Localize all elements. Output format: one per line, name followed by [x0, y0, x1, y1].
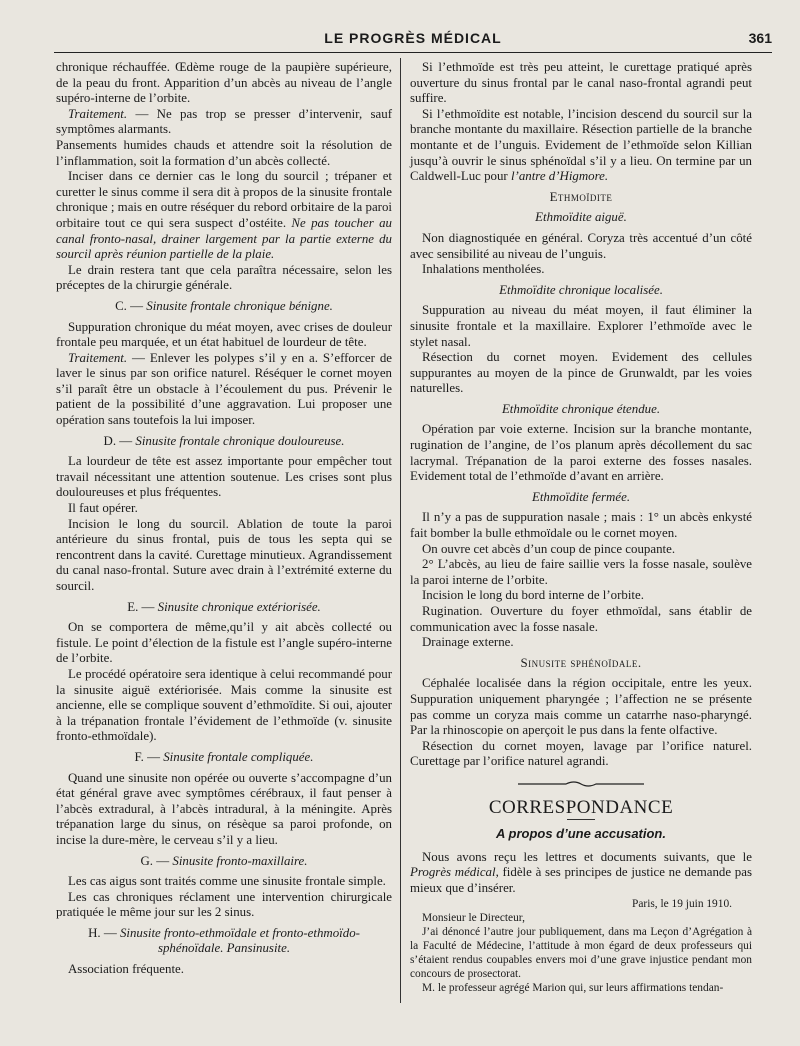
- paragraph: Pansements humides chauds et attendre soit la résolution de l’inflammation, soit la formation d’un abcès collecté.: [56, 137, 392, 168]
- page-number: 361: [748, 30, 772, 46]
- paragraph: On se comportera de même,qu’il y ait abcès collecté ou fistule. Le point d’élection de la fistule est l’angle supéro-interne de l’orbite.: [56, 620, 392, 666]
- paragraph: Les cas aigus sont traités comme une sinusite frontale simple.: [68, 874, 386, 889]
- section-heading-d: D. — Sinusite frontale chronique douloureuse.: [103, 433, 345, 448]
- letter-paragraph: M. le professeur agrégé Marion qui, sur leurs affirmations tendan-: [422, 981, 724, 994]
- correspondance-heading: CORRESPONDANCE: [488, 796, 674, 818]
- paragraph: Traitement. — Ne pas trop se presser d’intervenir, sauf symptômes alarmants.: [56, 106, 392, 137]
- right-column: [410, 60, 752, 995]
- paragraph: Suppuration chronique du méat moyen, avec crises de douleur frontale peu marquée, et un état habituel de lourdeur de tête.: [56, 319, 392, 350]
- short-rule: [567, 819, 595, 820]
- emphasis: l’antre d’Higmore.: [510, 169, 609, 184]
- section-heading-sphenoidale: Sinusite sphénoïdale.: [520, 655, 642, 670]
- journal-title: LE PROGRÈS MÉDICAL: [324, 30, 502, 46]
- paragraph: Il faut opérer.: [68, 501, 138, 516]
- paragraph: On ouvre cet abcès d’un coup de pince coupante.: [422, 541, 676, 556]
- paragraph: Non diagnostiquée en général. Coryza très accentué d’un côté avec sensibilité au niveau de l’unguis.: [410, 230, 752, 261]
- column-divider: [400, 58, 401, 1003]
- paragraph: Nous avons reçu les lettres et documents suivants, que le Progrès médical, fidèle à ses principes de justice ne demande pas mieux que d’insérer.: [410, 849, 752, 895]
- paragraph: Rugination. Ouverture du foyer ethmoïdal, sans établir de communication avec la fosse nasale.: [410, 604, 752, 634]
- paragraph: Inhalations mentholées.: [422, 262, 545, 277]
- paragraph: Résection du cornet moyen, lavage par l’orifice naturel. Curettage par l’orifice naturel agrandi.: [410, 738, 752, 769]
- paragraph: Association fréquente.: [68, 962, 184, 977]
- paragraph: chronique réchauffée. Œdème rouge de la paupière supérieure, de la peau du front. Apparition d’un abcès au niveau de l’angle supéro-interne de l’orbite.: [56, 60, 392, 106]
- letter-salutation: Monsieur le Directeur,: [422, 911, 525, 924]
- section-heading-c: C. — Sinusite frontale chronique bénigne.: [115, 298, 333, 313]
- paragraph: Incision le long du bord interne de l’orbite.: [422, 588, 644, 603]
- letter-date: Paris, le 19 juin 1910.: [632, 897, 732, 910]
- paragraph: Inciser dans ce dernier cas le long du sourcil ; trépaner et curetter le sinus comme il sera dit à propos de la sinusite frontale chronique ; mais en outre réséquer du rebord orbitaire de la paroi orbitaire tout ce qui sera suspect d’ostéite. Ne pas toucher au canal fronto-nasal, drainer largement par la partie externe du sourcil après réunion partielle de la plaie.: [56, 169, 392, 262]
- paragraph: Incision le long du sourcil. Ablation de toute la paroi antérieure du sinus frontal, puis de tous les septa qui se rencontrent dans la cavité. Curettage minutieux. Agrandissement du canal naso-frontal. Suture avec drain à l’extrémité externe du sourcil.: [56, 516, 392, 593]
- paragraph: Les cas chroniques réclament une intervention chirurgicale pratiquée le même jour sur les 2 sinus.: [56, 889, 392, 920]
- subheading-aigue: Ethmoïdite aiguë.: [535, 210, 627, 225]
- paragraph: Le procédé opératoire sera identique à celui recommandé pour la sinusite aiguë extériorisée. Mais comme la sinusite est ancienne, elle se complique souvent d’ethmoïdite. Si oui, ajouter à la trépanation frontale l’évidement de l’ethmoïde (v. sinusite fronto-ethmoïdale).: [56, 666, 392, 744]
- emphasis: Ne pas toucher au canal fronto-nasal, drainer largement par la partie externe du sourcil après réunion partielle de la plaie.: [56, 215, 392, 262]
- paragraph: Si l’ethmoïdite est notable, l’incision descend du sourcil sur la branche montante du maxillaire. Résection partielle de la branche montante et de l’unguis. Evidement de l’ethmoïde selon Killian jusqu’à ouvrir le sinus sphénoïdal s’il y a lieu. On termine par un Caldwell-Luc pour l’antre d’Higmore.: [410, 106, 752, 184]
- section-heading-h: H. — Sinusite fronto-ethmoïdale et fronto-ethmoïdo-sphénoïdale. Pansinusite.: [88, 925, 360, 956]
- paragraph: Céphalée localisée dans la région occipitale, entre les yeux. Suppuration uniquement pharyngée ; l’affection ne se présente pas comme un coryza mais comme un catarrhe naso-pharyngé. Par la rhinoscopie on aperçoit le pus dans la fente olfactive.: [410, 676, 752, 738]
- section-heading-e: E. — Sinusite chronique extériorisée.: [127, 599, 321, 614]
- subheading-fermee: Ethmoïdite fermée.: [531, 489, 631, 504]
- section-heading-f: F. — Sinusite frontale compliquée.: [134, 749, 314, 764]
- paragraph: Résection du cornet moyen. Evidement des cellules suppurantes au moyen de la pince de Grunwaldt, par les voies naturelles.: [410, 350, 752, 396]
- paragraph: Il n’y a pas de suppuration nasale ; mais : 1° un abcès enkysté fait bomber la bulle ethmoïdale ou le cornet moyen.: [410, 510, 752, 541]
- section-heading-g: G. — Sinusite fronto-maxillaire.: [140, 853, 308, 868]
- paragraph: 2° L’abcès, au lieu de faire saillie vers la fosse nasale, soulève la paroi interne de l’orbite.: [410, 557, 752, 587]
- paragraph: Suppuration au niveau du méat moyen, il faut éliminer la sinusite frontale et la maxillaire. Explorer l’ethmoïde avec le stylet nasal.: [410, 303, 752, 349]
- paragraph: Opération par voie externe. Incision sur la branche montante, rugination de l’angine, de l’os planum après décollement du sac lacrymal. Trépanation de la paroi externe des fosses nasales. Evidement total de l’ethmoïde d’avant en arrière.: [410, 422, 752, 484]
- paragraph: Drainage externe.: [422, 635, 514, 650]
- paragraph: Quand une sinusite non opérée ou ouverte s’accompagne d’un état général grave avec symptômes cérébraux, il faut penser à l’abcès extradural, à l’abcès intradural, à la méningite. Après trépanation large du sinus, on résèque sa paroi profonde, on incise la dure-mère, le cerveau s’il y a lieu.: [56, 770, 392, 847]
- paragraph: La lourdeur de tête est assez importante pour empêcher tout travail nécessitant une attention soutenue. Les crises sont plus douloureuses et plus fréquentes.: [56, 454, 392, 500]
- ornament-line-icon: [516, 779, 646, 789]
- section-heading-ethmoidite: Ethmoïdite: [549, 189, 613, 204]
- paragraph: Le drain restera tant que cela paraîtra nécessaire, selon les préceptes de la chirurgie générale.: [56, 262, 392, 293]
- treatment-label: Traitement.: [68, 350, 128, 365]
- letter-paragraph: J’ai dénoncé l’autre jour publiquement, dans ma Leçon d’Agrégation à la Faculté de Médecine, l’attitude à mon égard de deux professeurs qui s’étaient rendus coupables envers moi d’une grave injustice pendant mon concours de prosectorat.: [410, 925, 752, 980]
- paragraph: Traitement. — Enlever les polypes s’il y en a. S’efforcer de laver le sinus par son orifice naturel. Réséquer le cornet moyen s’il paraît être un obstacle à l’écoulement du pus. Prévenir le patient de la possibilité d’une aggravation. Lui proposer une opération sans toutefois la lui imposer.: [56, 350, 392, 428]
- subheading-localisee: Ethmoïdite chronique localisée.: [499, 282, 663, 297]
- subheading-etendue: Ethmoïdite chronique étendue.: [501, 401, 661, 416]
- ornamental-divider: [410, 778, 752, 794]
- article-title: A propos d’une accusation.: [496, 826, 666, 842]
- page-header: [54, 30, 772, 52]
- header-rule: [54, 52, 772, 53]
- paragraph: Si l’ethmoïde est très peu atteint, le curettage pratiqué après ouverture du sinus frontal par le canal naso-frontal agrandi peut suffire.: [410, 60, 752, 106]
- left-column: [56, 60, 392, 978]
- treatment-label: Traitement.: [68, 106, 128, 121]
